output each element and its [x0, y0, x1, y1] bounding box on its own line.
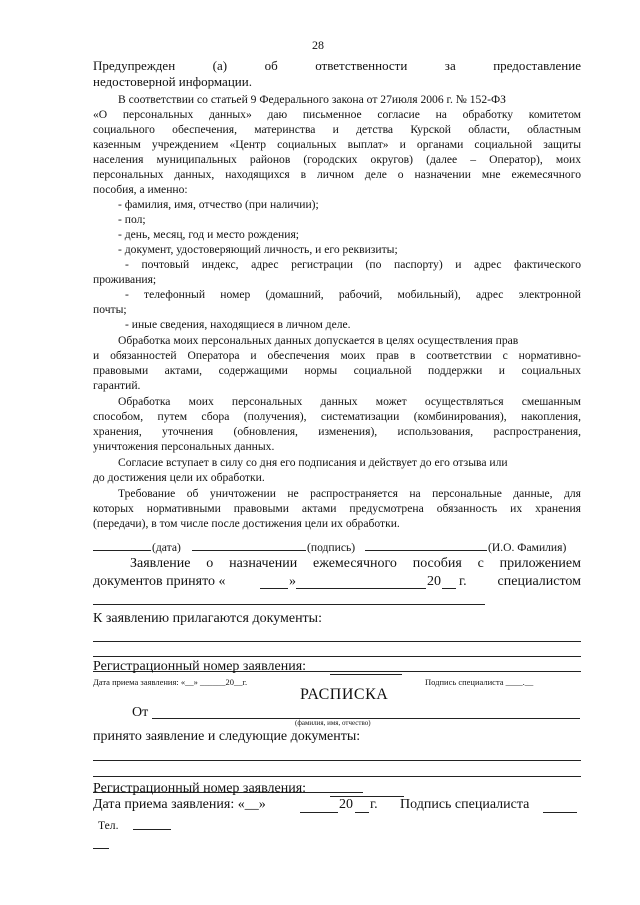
receipt-signature-label: Подпись специалиста — [400, 797, 530, 812]
para-line: до достижения цели их обработки. — [93, 471, 265, 484]
receipt-from-caption: (фамилия, имя, отчество) — [295, 719, 371, 727]
consent-line: пособия, а именно: — [93, 183, 188, 196]
acceptance-line-1: Заявление о назначении ежемесячного пособия с приложением — [130, 556, 581, 571]
day-field-line[interactable] — [260, 588, 288, 589]
consent-line: персональных данных, находящихся в личном деле о назначении мне ежемесячного — [93, 168, 581, 181]
date-caption: (дата) — [152, 541, 181, 554]
receipt-reg-label: Регистрационный номер заявления: — [93, 781, 307, 796]
consent-line: казенным учреждением «Центр социальных выплат» и органами социальной защиты — [93, 138, 581, 151]
attachments-label: К заявлению прилагаются документы: — [93, 611, 322, 626]
receipt-phone-label: Тел. — [98, 819, 119, 832]
receipt-g-label: г. — [370, 797, 378, 812]
receipt-date-label: Дата приема заявления: «__» — [93, 797, 266, 812]
acceptance-year: 20 — [427, 574, 441, 589]
registration-number-line[interactable] — [330, 674, 402, 675]
para-line: хранения, уточнения (обновления, изменения), использования, распространения, — [93, 425, 581, 438]
para-line: гарантий. — [93, 379, 141, 392]
date-field-line[interactable] — [93, 550, 151, 551]
registration-date-line: Дата приема заявления: «__» ______20__г. — [93, 677, 248, 687]
registration-signature: Подпись специалиста ____.__ — [425, 677, 534, 687]
registration-label: Регистрационный номер заявления: — [93, 659, 307, 674]
consent-line: социального обеспечения, материнства и детства Курской области, областным — [93, 123, 581, 136]
name-field-line[interactable] — [365, 550, 487, 551]
receipt-documents-line[interactable] — [93, 760, 581, 761]
receipt-from-label: От — [132, 705, 149, 720]
para-line: которых нормативными правовыми актами предусмотрена обязанность их хранения — [93, 502, 581, 515]
list-item: - иные сведения, находящиеся в личном деле. — [125, 318, 351, 331]
receipt-signature-line[interactable] — [543, 812, 577, 813]
consent-line: «О персональных данных» даю письменное согласие на обработку комитетом — [93, 108, 581, 121]
page-number: 28 — [312, 38, 324, 52]
para-line: (передачи), в том числе после достижения цели их обработки. — [93, 517, 400, 530]
para-line: Требование об уничтожении не распространяется на персональные данные, для — [118, 487, 581, 500]
list-item: - день, месяц, год и место рождения; — [118, 228, 300, 241]
warning-line-1: Предупрежден (а) об ответственности за предоставление — [93, 58, 581, 73]
para-line: Обработка моих персональных данных может осуществляться смешанным — [118, 395, 581, 408]
para-line: правовыми актами, содержащими нормы социальной поддержки и социальных — [93, 364, 581, 377]
receipt-phone-line[interactable] — [133, 829, 171, 830]
acceptance-line-2d: г. специалистом — [459, 574, 581, 589]
receipt-extra-line — [93, 848, 109, 849]
acceptance-line-2a: документов принято « — [93, 574, 226, 589]
list-item: - почтовый индекс, адрес регистрации (по паспорту) и адрес фактического — [125, 258, 581, 271]
receipt-accepted-label: принято заявление и следующие документы: — [93, 729, 361, 744]
consent-line: В соответствии со статьей 9 Федерального закона от 27июля 2006 г. № 152-ФЗ — [118, 93, 506, 106]
receipt-title: РАСПИСКА — [300, 686, 389, 703]
para-line: способом, путем сбора (получения), систематизации (комбинирования), накопления, — [93, 410, 581, 423]
year-field-line[interactable] — [442, 588, 456, 589]
attachments-field-line[interactable] — [93, 656, 581, 657]
para-line: Обработка моих персональных данных допускается в целях осуществления прав — [118, 334, 519, 347]
attachments-field-line[interactable] — [93, 641, 581, 642]
list-item: почты; — [93, 303, 127, 316]
para-line: Согласие вступает в силу со дня его подписания и действует до его отзыва или — [118, 456, 508, 469]
signature-caption: (подпись) — [307, 541, 356, 554]
name-caption: (И.О. Фамилия) — [488, 541, 567, 554]
month-field-line[interactable] — [296, 588, 426, 589]
list-item: - фамилия, имя, отчество (при наличии); — [118, 198, 319, 211]
specialist-field-line[interactable] — [93, 604, 485, 605]
receipt-year-line[interactable] — [355, 812, 369, 813]
para-line: и обязанностей Оператора и обеспечения моих прав в соответствии с нормативно- — [93, 349, 581, 362]
list-item: - пол; — [118, 213, 146, 226]
receipt-month-line[interactable] — [300, 812, 338, 813]
consent-line: населения муниципальных районов (городских округов) (далее – Оператор), моих — [93, 153, 581, 166]
para-line: уничтожения персональных данных. — [93, 440, 275, 453]
list-item: проживания; — [93, 273, 157, 286]
list-item: - документ, удостоверяющий личность, и его реквизиты; — [118, 243, 398, 256]
signature-field-line[interactable] — [192, 550, 306, 551]
warning-line-2: недостоверной информации. — [93, 74, 252, 89]
acceptance-line-2b: » — [289, 574, 296, 589]
receipt-documents-line[interactable] — [93, 776, 581, 777]
receipt-year-label: 20 — [339, 797, 353, 812]
list-item: - телефонный номер (домашний, рабочий, мобильный), адрес электронной — [125, 288, 581, 301]
